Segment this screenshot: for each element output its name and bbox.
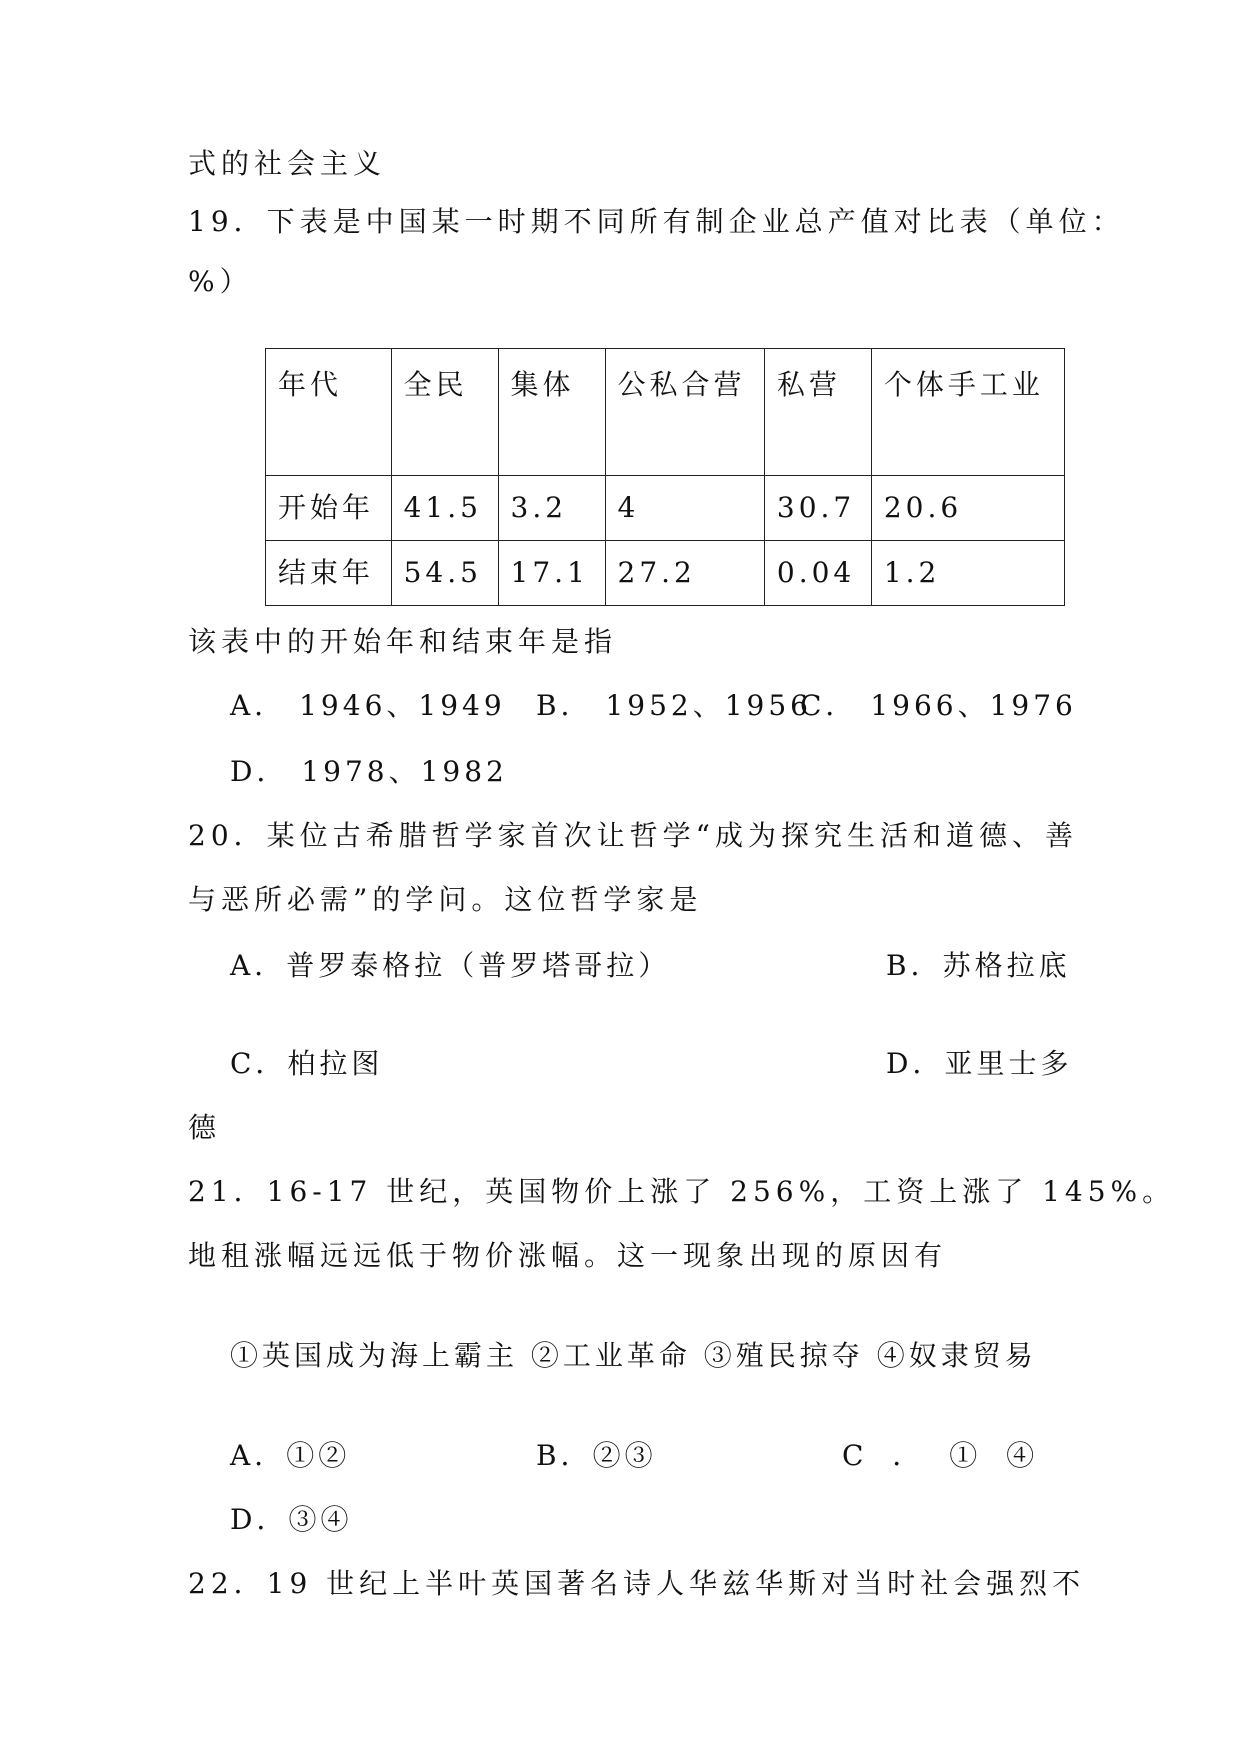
table-cell: 开始年 — [266, 476, 392, 541]
q20-option-a: A．普罗泰格拉（普罗塔哥拉） — [230, 949, 671, 982]
q21-option-b: B．②③ — [536, 1439, 657, 1472]
table-cell: 27.2 — [605, 541, 764, 606]
q21-items: ①英国成为海上霸主 ②工业革命 ③殖民掠夺 ④奴隶贸易 — [230, 1339, 1037, 1372]
question-19-text-cont: %） — [188, 265, 253, 298]
table-cell: 0.04 — [764, 541, 871, 606]
q20-option-c: C．柏拉图 — [230, 1047, 384, 1080]
table-header-cell: 私营 — [764, 349, 871, 476]
table-header-row — [266, 349, 1065, 476]
q19-option-a: A． 1946、1949 — [230, 689, 506, 722]
table-cell: 54.5 — [391, 541, 498, 606]
q20-option-b: B．苏格拉底 — [886, 949, 1071, 982]
question-19-text: 19．下表是中国某一时期不同所有制企业总产值对比表（单位： — [188, 205, 1125, 238]
table-cell: 17.1 — [498, 541, 605, 606]
q20-option-d: D．亚里士多 — [886, 1047, 1073, 1080]
table-header-cell: 个体手工业 — [871, 349, 1064, 476]
question-20-text-cont: 与恶所必需”的学问。这位哲学家是 — [188, 883, 703, 916]
table-header-cell: 年代 — [266, 349, 392, 476]
table-cell: 结束年 — [266, 541, 392, 606]
table-cell: 20.6 — [871, 476, 1064, 541]
ownership-output-table — [265, 348, 1065, 606]
text-line: 式的社会主义 — [188, 147, 387, 180]
question-19-prompt: 该表中的开始年和结束年是指 — [188, 625, 618, 658]
table-cell: 1.2 — [871, 541, 1064, 606]
q20-option-d-wrap: 德 — [188, 1111, 222, 1144]
table-cell: 41.5 — [391, 476, 498, 541]
q19-option-b: B． 1952、1956 — [536, 689, 812, 722]
q19-option-c: C． 1966、1976 — [800, 689, 1077, 722]
table-cell: 30.7 — [764, 476, 871, 541]
question-21-text: 21．16-17 世纪，英国物价上涨了 256%，工资上涨了 145%。 — [188, 1175, 1176, 1208]
q19-option-d: D． 1978、1982 — [230, 755, 508, 788]
q21-option-d: D．③④ — [230, 1503, 353, 1536]
table-header-cell: 集体 — [498, 349, 605, 476]
question-21-text-cont: 地租涨幅远远低于物价涨幅。这一现象出现的原因有 — [188, 1239, 948, 1272]
question-20-text: 20．某位古希腊哲学家首次让哲学“成为探究生活和道德、善 — [188, 819, 1078, 852]
question-22-text: 22．19 世纪上半叶英国著名诗人华兹华斯对当时社会强烈不 — [188, 1567, 1086, 1600]
table-header-cell: 全民 — [391, 349, 498, 476]
q21-option-a: A．①② — [230, 1439, 351, 1472]
table-row — [266, 541, 1065, 606]
table-header-cell: 公私合营 — [605, 349, 764, 476]
table-cell: 4 — [605, 476, 764, 541]
table-row — [266, 476, 1065, 541]
q21-option-c: C ． ① ④ — [842, 1439, 1045, 1472]
table-cell: 3.2 — [498, 476, 605, 541]
